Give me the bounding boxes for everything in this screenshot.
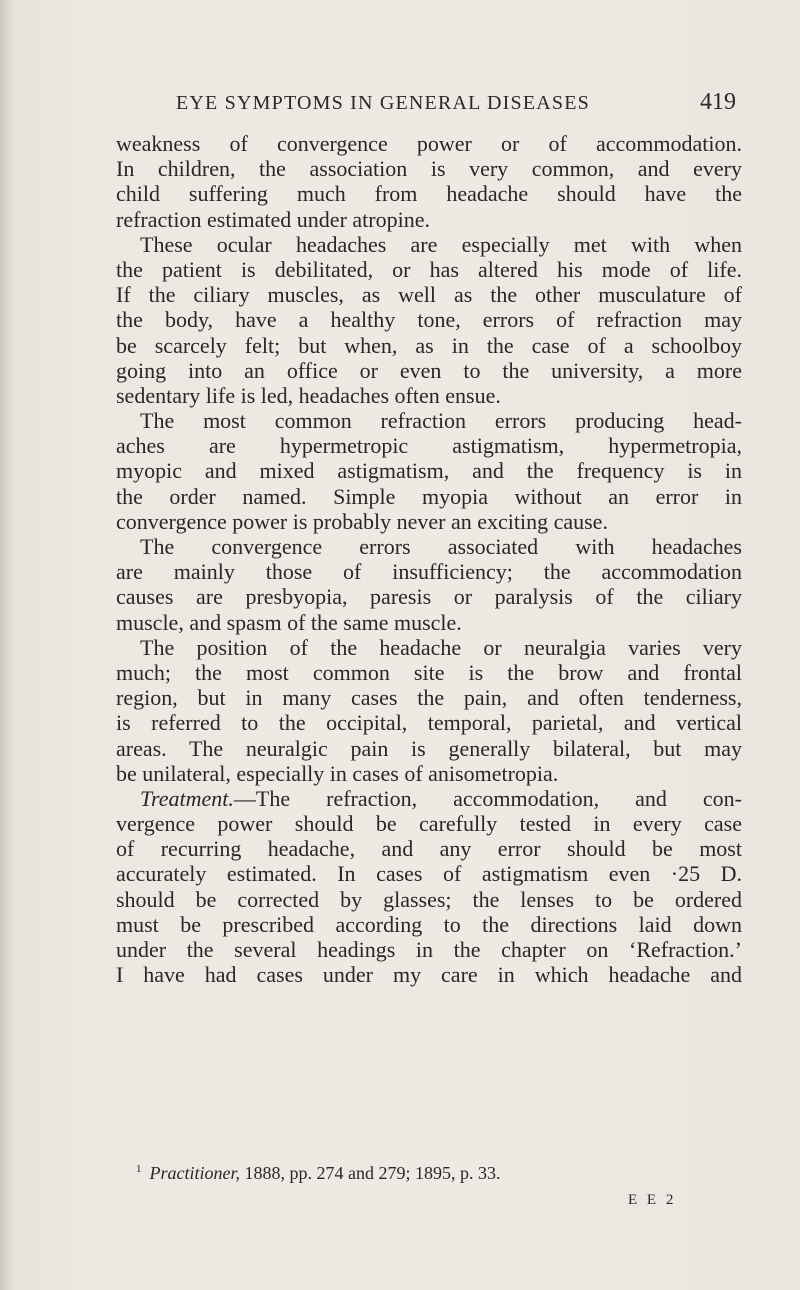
text-line: weakness of convergence power or of accommodation. [116, 131, 742, 156]
text-line: These ocular headaches are especially met with when [140, 231, 742, 257]
page-number: 419 [700, 89, 736, 115]
text-line: region, but in many cases the pain, and often tenderness, [116, 685, 742, 711]
text-line: accurately estimated. In cases of astigmatism even ·25 D. [116, 861, 742, 887]
treatment-heading: Treatment. [140, 785, 234, 811]
text-line: the patient is debilitated, or has altered his mode of life. [116, 256, 742, 282]
text-line-treatment: Treatment.—The refraction, accommodation, and con- [140, 785, 742, 811]
text-line: The position of the headache or neuralgia varies very [140, 634, 742, 660]
footnote-text: 1888, pp. 274 and 279; 1895, p. 33. [240, 1163, 501, 1183]
binding-edge [0, 0, 14, 1290]
text-line: aches are hypermetropic astigmatism, hypermetropia, [116, 433, 742, 459]
text-line: refraction estimated under atropine. [116, 206, 430, 232]
text-line: should be corrected by glasses; the lenses to be ordered [116, 886, 742, 912]
page-header [176, 89, 736, 122]
text-line: myopic and mixed astigmatism, and the frequency is in [116, 458, 742, 484]
text-line: going into an office or even to the university, a more [116, 357, 742, 383]
text-line: The convergence errors associated with headaches [140, 534, 742, 559]
text-line: convergence power is probably never an exciting cause. [116, 508, 608, 534]
text-line: the order named. Simple myopia without an error in [116, 483, 742, 509]
text-line: much; the most common site is the brow and frontal [116, 659, 742, 685]
text-line: the body, have a healthy tone, errors of refraction may [116, 307, 742, 333]
text-line: is referred to the occipital, temporal, parietal, and vertical [116, 710, 742, 736]
text-line: vergence power should be carefully tested in every case [116, 811, 742, 837]
text-line: are mainly those of insufficiency; the accommodation [116, 559, 742, 585]
footnote-mark: 1 [136, 1163, 142, 1175]
text-line: If the ciliary muscles, as well as the other musculature of [116, 282, 742, 308]
running-head: EYE SYMPTOMS IN GENERAL DISEASES [176, 92, 590, 114]
text-line: under the several headings in the chapter on ‘Refraction.’ [116, 937, 742, 962]
text-line: of recurring headache, and any error should be most [116, 836, 742, 862]
body-text [116, 131, 742, 987]
footnote [136, 1163, 501, 1184]
text-line: The most common refraction errors producing head- [140, 408, 742, 434]
footnote-source: Practitioner, [149, 1163, 240, 1183]
text-line: I have had cases under my care in which headache and [116, 962, 742, 988]
treatment-text: The refraction, accommodation, and con- [255, 785, 742, 811]
text-line: causes are presbyopia, paresis or paralysis of the ciliary [116, 584, 742, 610]
text-line: must be prescribed according to the directions laid down [116, 911, 742, 937]
text-line: areas. The neuralgic pain is generally bilateral, but may [116, 735, 742, 761]
text-line: be unilateral, especially in cases of anisometropia. [116, 760, 559, 786]
text-line: child suffering much from headache should have the [116, 181, 742, 207]
text-line: In children, the association is very common, and every [116, 156, 742, 182]
signature-mark: E E 2 [628, 1192, 677, 1208]
text-line: be scarcely felt; but when, as in the case of a schoolboy [116, 332, 742, 358]
text-line: sedentary life is led, headaches often ensue. [116, 382, 501, 408]
text-line: muscle, and spasm of the same muscle. [116, 609, 462, 635]
